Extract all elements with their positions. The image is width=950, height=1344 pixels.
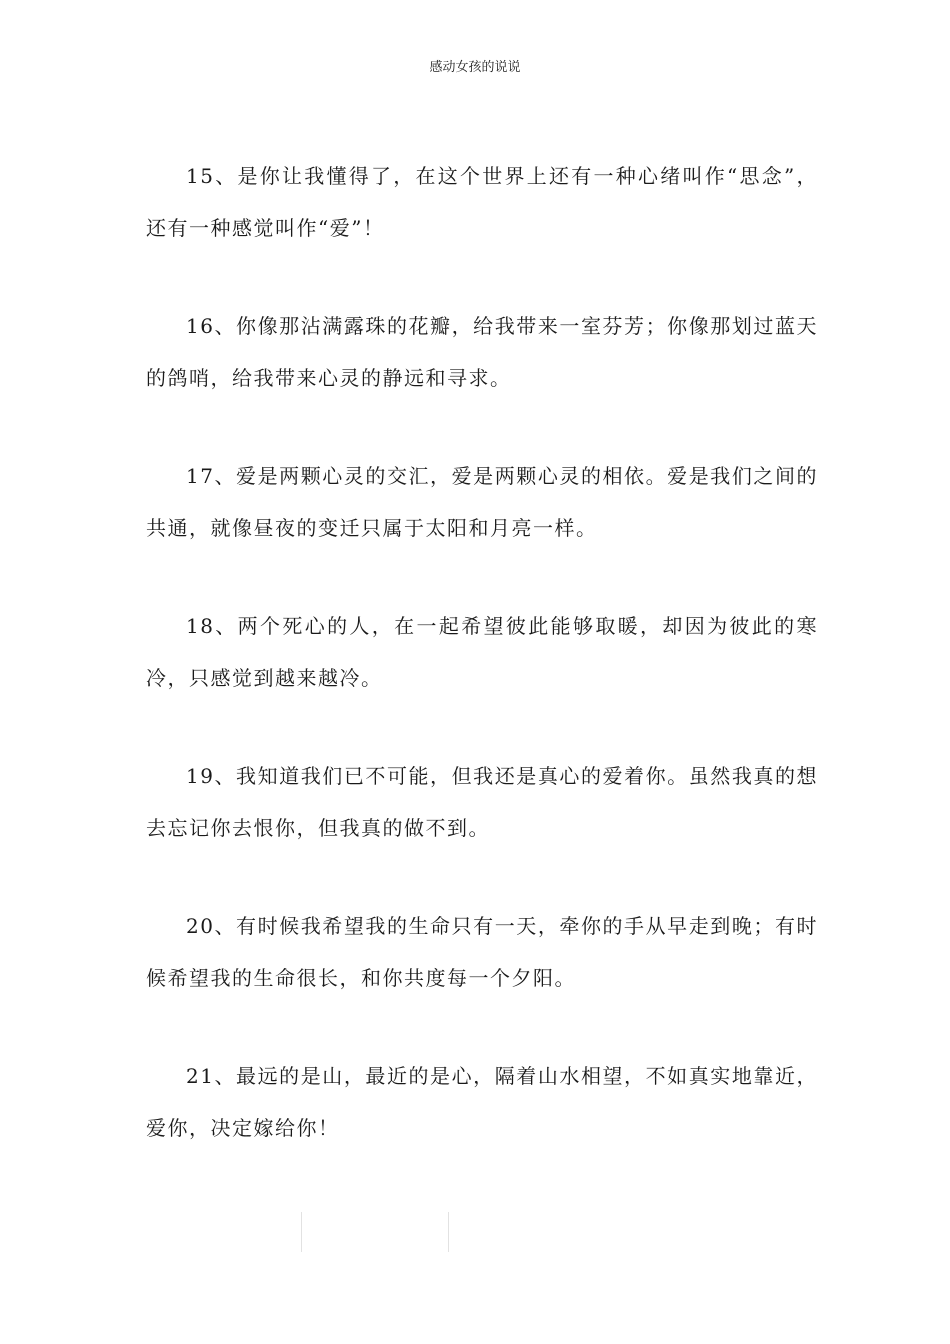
footer-divider-lines (301, 1212, 449, 1252)
paragraph-16: 16、你像那沾满露珠的花瓣，给我带来一室芬芳；你像那划过蓝天的鸽哨，给我带来心灵的静远和寻求。 (146, 314, 818, 390)
paragraph-20: 20、有时候我希望我的生命只有一天，牵你的手从早走到晚；有时候希望我的生命很长，和你共度每一个夕阳。 (146, 914, 818, 990)
paragraph-21: 21、最远的是山，最近的是心，隔着山水相望，不如真实地靠近，爱你，决定嫁给你！ (146, 1064, 818, 1140)
page-header-title: 感动女孩的说说 (429, 60, 521, 75)
document-body (146, 150, 818, 1200)
paragraph-19: 19、我知道我们已不可能，但我还是真心的爱着你。虽然我真的想去忘记你去恨你，但我真的做不到。 (146, 764, 818, 840)
paragraph-18: 18、两个死心的人，在一起希望彼此能够取暖，却因为彼此的寒冷，只感觉到越来越冷。 (146, 614, 818, 690)
paragraph-17: 17、爱是两颗心灵的交汇，爱是两颗心灵的相依。爱是我们之间的共通，就像昼夜的变迁只属于太阳和月亮一样。 (146, 464, 818, 540)
paragraph-15: 15、是你让我懂得了，在这个世界上还有一种心绪叫作“思念”，还有一种感觉叫作“爱”！ (146, 164, 818, 240)
